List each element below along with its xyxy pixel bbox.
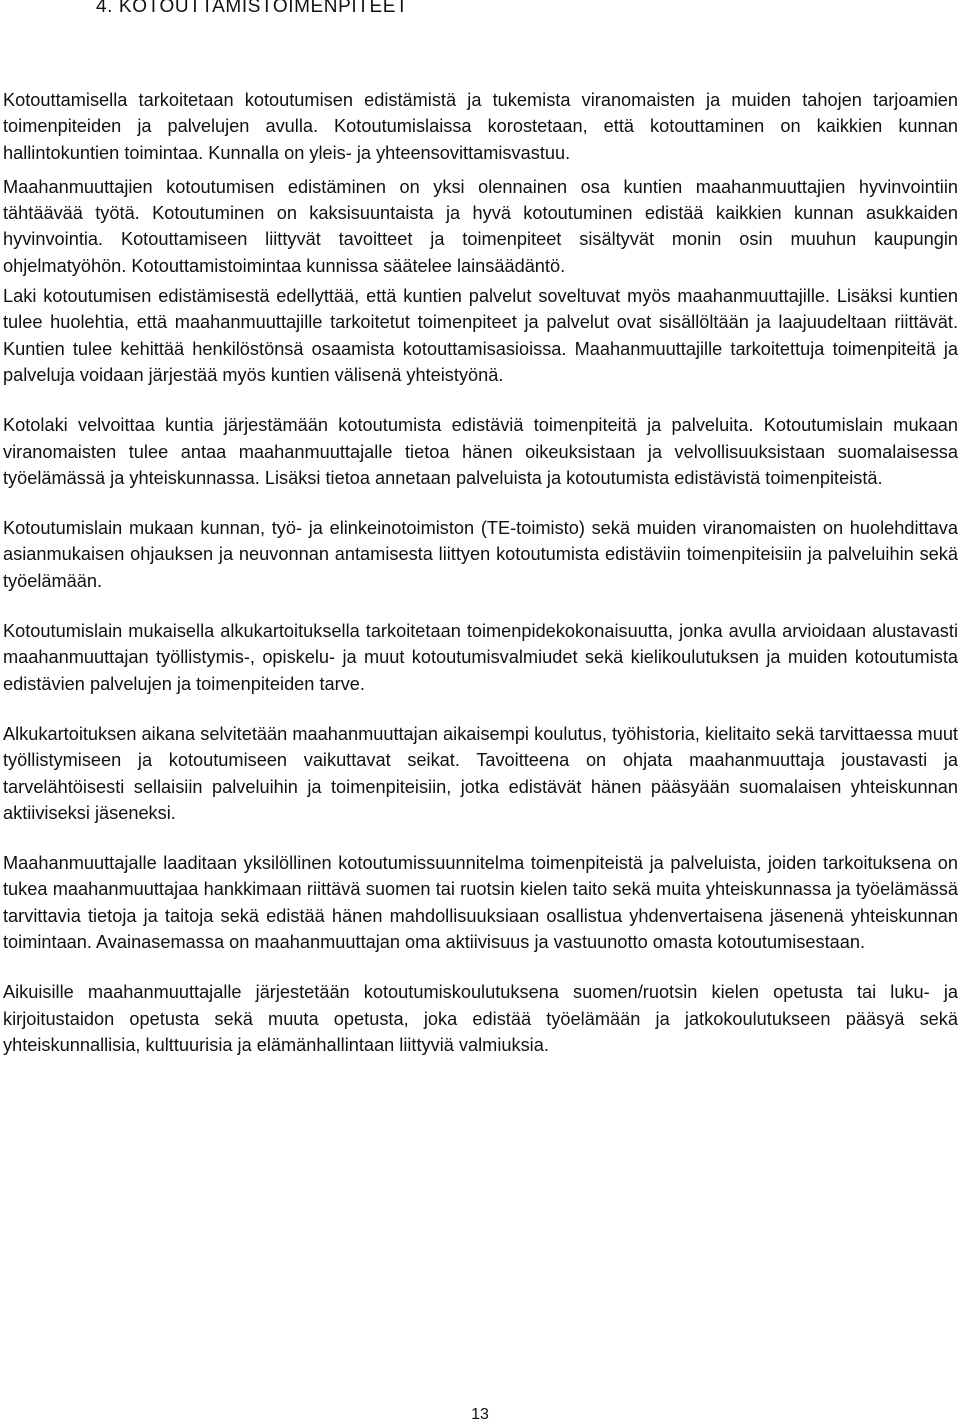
paragraph-kotoutumiskoulutus: Aikuisille maahanmuuttajalle järjestetään kotoutumiskoulutuksena suomen/ruotsin kielen opetusta tai luku- ja kirjoitustaidon opetusta sekä muuta opetusta, joka edistää työelämään ja jatkokoulutukseen pääsyä sekä yhteiskunnallisia, kulttuurisia ja elämänhallintaan liittyviä valmiuksia. — [3, 982, 958, 1055]
page-number: 13 — [471, 1406, 489, 1423]
paragraph-laki-kotoutumisen-edistamisesta: Laki kotoutumisen edistämisestä edellyttää, että kuntien palvelut soveltuvat myös maahanmuuttajille. Lisäksi kuntien tulee huolehtia, että maahanmuuttajille tarkoitetut toimenpiteet ja palvelut ovat sisällöltään ja laajuudeltaan riittävät. Kuntien tulee kehittää henkilöstönsä osaamista kotouttamisasioissa. Maahanmuuttajille tarkoitettuja toimenpiteitä ja palveluja voidaan järjestää myös kuntien välisenä yhteistyönä. — [3, 286, 958, 385]
paragraph-alkukartoitus: Kotoutumislain mukaisella alkukartoituksella tarkoitetaan toimenpidekokonaisuutta, jonka avulla arvioidaan alustavasti maahanmuuttajan työllistymis-, opiskelu- ja muut kotoutumisvalmiudet sekä kielikoulutuksen ja muiden kotoutumista edistävien palvelujen ja toimenpiteiden tarve. — [3, 621, 958, 694]
paragraph-kotolaki: Kotolaki velvoittaa kuntia järjestämään kotoutumista edistäviä toimenpiteitä ja palveluita. Kotoutumislain mukaan viranomaisten tulee antaa maahanmuuttajalle tietoa hänen oikeuksistaan ja velvollisuuksistaan suomalaisessa työelämässä ja yhteiskunnassa. Lisäksi tietoa annetaan palveluista ja kotoutumista edistävistä toimenpiteistä. — [3, 415, 958, 488]
paragraph-alkukartoituksen-sisalto: Alkukartoituksen aikana selvitetään maahanmuuttajan aikaisempi koulutus, työhistoria, kielitaito sekä tarvittaessa muut työllistymiseen ja kotoutumiseen vaikuttavat seikat. Tavoitteena on ohjata maahanmuuttaja joustavasti ja tarvelähtöisesti sellaisiin palveluihin ja toimenpiteisiin, jotka edistävät hänen pääsyään suomalaisen yhteiskunnan aktiiviseksi jäseneksi. — [3, 723, 958, 823]
paragraph-kotouttaminen: Kotouttamisella tarkoitetaan kotoutumisen edistämistä ja tukemista viranomaisten ja muiden tahojen tarjoamien toimenpiteiden ja palvelujen avulla. Kotoutumislaissa korostetaan, että kotouttaminen on kaikkien kunnan hallintokuntien toimintaa. Kunnalla on yleis- ja yhteensovittamisvastuu. — [3, 90, 958, 163]
paragraph-ohjaus-ja-neuvonta: Kotoutumislain mukaan kunnan, työ- ja elinkeinotoimiston (TE-toimisto) sekä muiden viranomaisten on huolehdittava asianmukaisen ohjauksen ja neuvonnan antamisesta liittyen kotoutumista edistäviin toimenpiteisiin ja palveluihin sekä työelämään. — [3, 518, 958, 591]
body-text — [3, 87, 958, 1058]
paragraph-kotoutumisen-edistaminen: Maahanmuuttajien kotoutumisen edistäminen on yksi olennainen osa kuntien maahanmuuttajien hyvinvointiin tähtäävää työtä. Kotoutuminen on kaksisuuntaista ja hyvä kotoutuminen edistää kaikkien kunnan asukkaiden hyvinvointia. Kotouttamiseen liittyvät tavoitteet ja toimenpiteet sisältyvät monin osin muuhun kaupungin ohjelmatyöhön. Kotouttamistoimintaa kunnissa säätelee lainsäädäntö. — [3, 176, 958, 276]
section-heading: 4. KOTOUTTAMISTOIMENPITEET — [96, 0, 409, 17]
paragraph-kotoutumissuunnitelma: Maahanmuuttajalle laaditaan yksilöllinen kotoutumissuunnitelma toimenpiteistä ja palveluista, joiden tarkoituksena on tukea maahanmuuttajaa hankkimaan riittävä suomen tai ruotsin kielen taito sekä muita yhteiskunnassa ja työelämässä tarvittavia tietoja ja taitoja sekä edistää hänen mahdollisuuksiaan osallistua yhdenvertaisena jäsenenä yhteiskunnan toimintaan. Avainasemassa on maahanmuuttajan oma aktiivisuus ja vastuunotto omasta kotoutumisestaan. — [3, 853, 958, 953]
